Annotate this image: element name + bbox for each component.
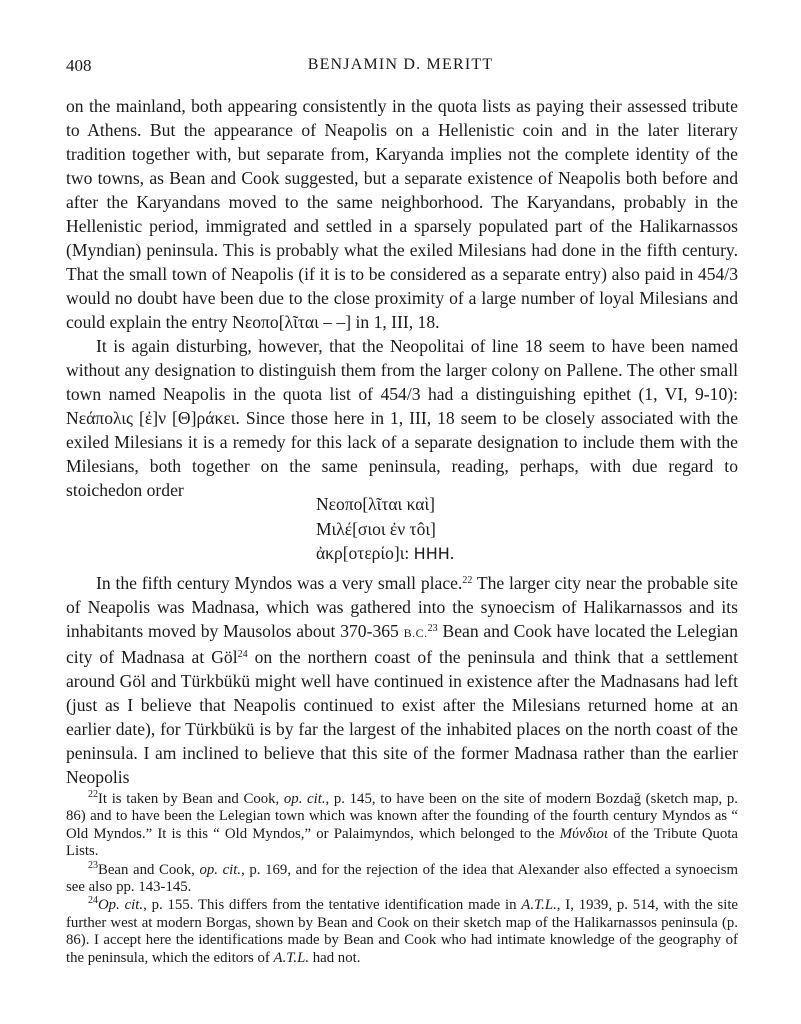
footnote-24-text-3: had not.: [309, 949, 361, 966]
footnote-22-text: It is taken by Bean and Cook,: [98, 791, 284, 807]
page-number: 408: [66, 56, 92, 75]
footnote-ref-22[interactable]: 22: [462, 575, 473, 586]
paragraph-3-text-2: The larger city near the probable site of Neapolis was Madnasa, which was gathered into the synoecism of Halikarnassos and its inhabitants moved by Mausolos about 370-365: [66, 573, 738, 641]
footnote-ref-24[interactable]: 24: [237, 649, 248, 660]
inscription-restoration: [316, 492, 455, 567]
paragraph-3-text-3: Bean and Cook have located the Lelegian city of Madnasa at Göl: [66, 621, 739, 667]
paragraph-2-text: It is again disturbing, however, that the Neopolitai of line 18 seem to have been named without any designation to distinguish them from the larger colony on Pallene. The other small town named Neapolis in the quota list of 454/3 had a distinguishing epithet (1, VI, 9-10):: [66, 336, 738, 404]
bc-abbreviation: B.C.: [403, 626, 428, 640]
footnote-22-greek: Μύνδιοι: [559, 825, 608, 842]
paragraph-3-text-4: on the northern coast of the peninsula and think that a settlement around Göl and Türkbükü might well have continued in existence after the Madnasans had left (just as I believe that Neapolis continued to exist after the Milesians returned home at an earlier date), for Türkbükü is by far the largest of the inhabited places on the north coast of the peninsula. I am inclined to believe that this site of the former Madnasa rather than the earlier Neopolis: [66, 647, 738, 787]
paragraph-2-end: Since those here in 1, III, 18 seem to be closely associated with the exiled Milesians it is a remedy for this lack of a separate designation to include them with the Milesians, both together on the same peninsula, reading, perhaps, with due regard to stoichedon order: [66, 408, 739, 500]
paragraph-1-end: in 1, III, 18.: [351, 312, 440, 332]
footnote-ref-23[interactable]: 23: [427, 623, 438, 634]
main-text: [66, 94, 738, 502]
footnote-24-atl-2: A.T.L.: [273, 949, 310, 966]
paragraph-3: [66, 571, 738, 789]
footnote-23-text-2: , p. 169, and for the rejection of the idea that Alexander also effected a synoecism see also pp. 143-145.: [66, 861, 738, 896]
footnote-24-number: 24: [88, 895, 98, 907]
paragraph-2: [66, 334, 738, 502]
footnote-22-number: 22: [88, 789, 98, 800]
footnote-23-text: Bean and Cook,: [98, 861, 200, 878]
footnote-22-text-2: , p. 145, to have been on the site of modern Bozdağ (sketch map, p. 86) and to have been the Lelegian town which was known after the founding of the fourth century Myndos as “ Old Myndos.” It is this “ Old Myndos,” or Palaimyndos, which belonged to the: [66, 791, 738, 842]
inscription-line-2: Μιλέ[σιοι ἐν τôι]: [316, 518, 436, 539]
footnote-24-text-2: , I, 1939, p. 514, with the site further west at modern Borgas, shown by Bean and Cook on their sketch map of the Halikarnassos peninsula (p. 86). I accept here the identifications made by Bean and Cook who had intimate knowledge of the geography of the peninsula, which the editors of: [66, 897, 738, 966]
footnote-24: [66, 897, 738, 967]
paragraph-1-text: on the mainland, both appearing consistently in the quota lists as paying their assessed tribute to Athens. But the appearance of Neapolis on a Hellenistic coin and in the later literary tradition together with, but separate from, Karyanda implies not the complete identity of the two towns, as Bean and Cook suggested, but a separate existence of Neapolis both before and after the Karyandans moved to the same neighborhood. The Karyandans, probably in the Hellenistic period, immigrated and settled in a sparsely populated part of the Halikarnassos (Myndian) peninsula. This is probably what the exiled Milesians had done in the fifth century. That the small town of Neapolis (if it is to be considered as a separate entry) also paid in 454/3 would no doubt have been due to the close proximity of a large number of loyal Milesians and could explain the entry: [66, 96, 738, 332]
footnote-22: [66, 791, 738, 861]
inscription-numeral: HHH.: [413, 544, 455, 563]
footnote-22-text-3: of the Tribute Quota Lists.: [66, 825, 738, 860]
greek-entry: Νεοπο[λῖται – –]: [232, 312, 352, 332]
footnote-24-text: , p. 155. This differs from the tentative identification made in: [143, 897, 522, 914]
footnote-23: [66, 859, 738, 897]
running-head: BENJAMIN D. MERITT: [307, 56, 494, 73]
inscription-line-3: [316, 541, 455, 567]
footnote-23-number: 23: [88, 859, 98, 871]
paragraph-3-block: [66, 571, 738, 789]
footnotes: [66, 790, 738, 967]
footnote-24-atl: A.T.L.: [521, 897, 557, 914]
footnote-22-opcit: op. cit.: [283, 791, 326, 807]
footnote-24-opcit: Op. cit.: [98, 897, 144, 914]
paragraph-1: [66, 94, 738, 334]
footnote-23-opcit: op. cit.: [199, 861, 242, 878]
inscription-line-3-greek: ἀκρ[οτερίο]ι:: [316, 543, 410, 563]
paragraph-3-text: In the fifth century Myndos was a very small place.: [96, 573, 463, 593]
inscription-line-1: Νεοπο[λῖται καὶ]: [316, 494, 435, 514]
greek-epithet: Νεάπολις [ἐ]ν [Θ]ράκει.: [66, 408, 240, 428]
